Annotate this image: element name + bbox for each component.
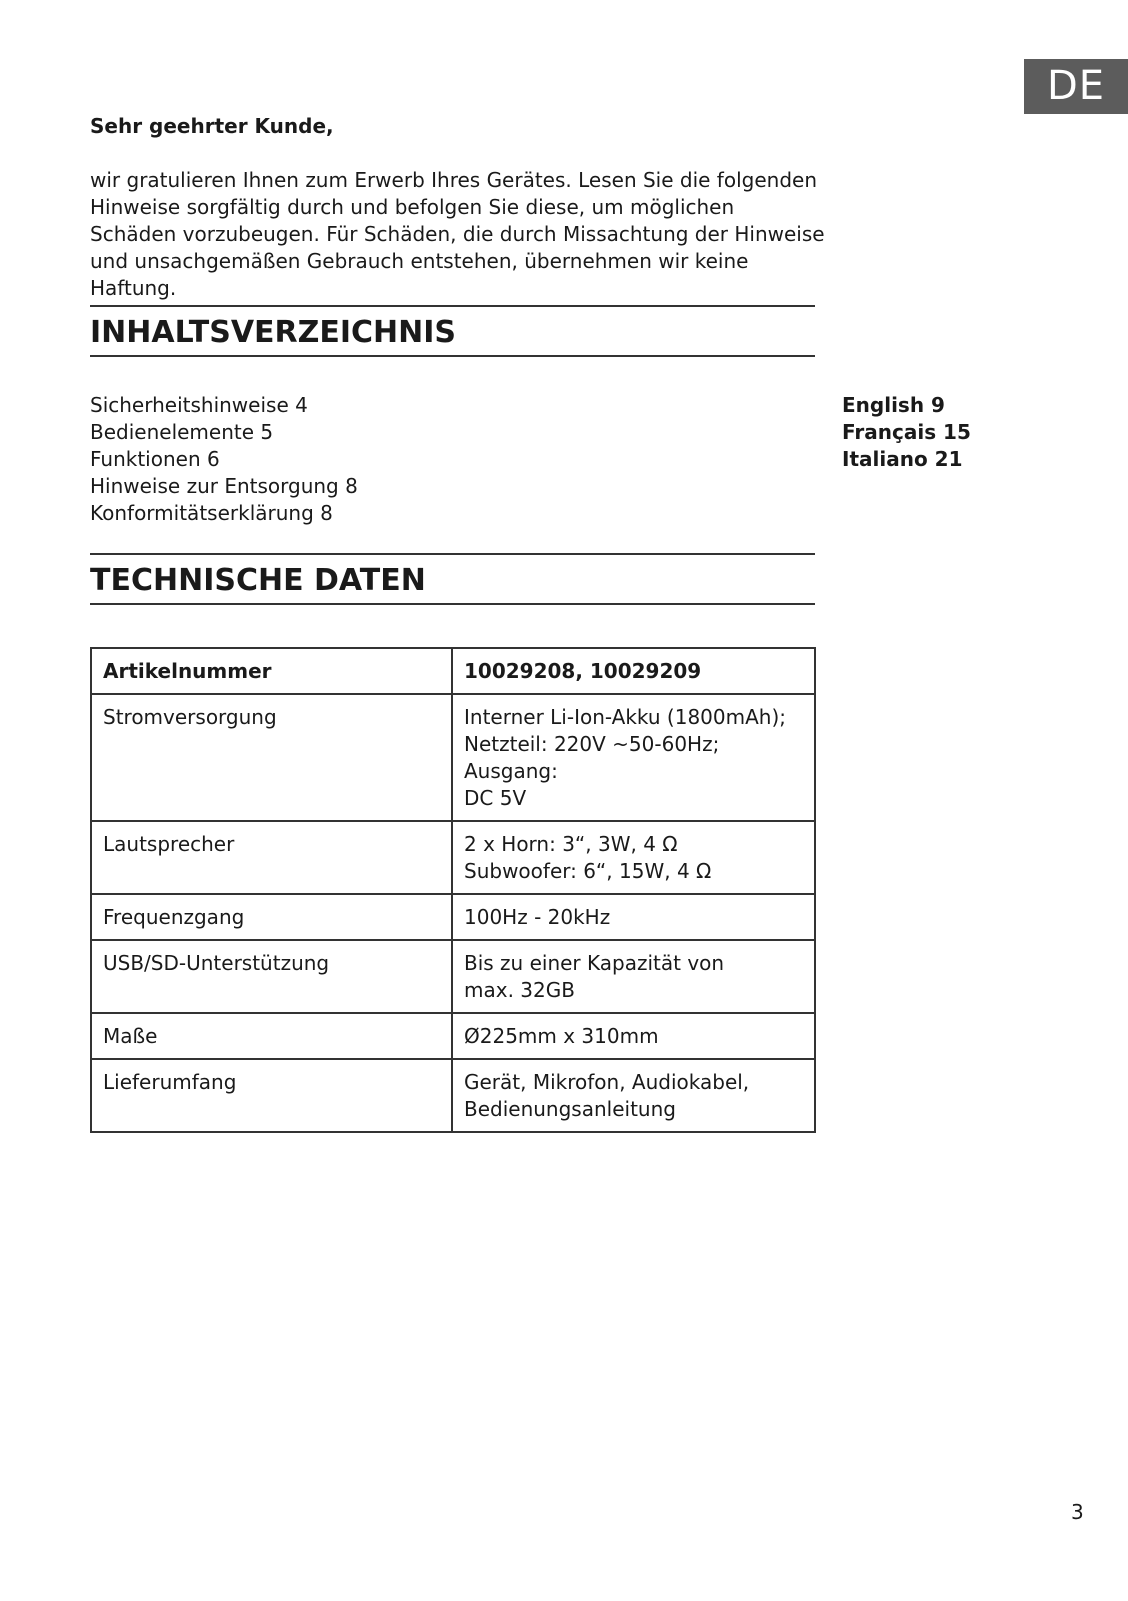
language-tab: DE [1024,59,1128,114]
specs-top-rule [90,553,815,555]
spec-value-line: DC 5V [464,786,527,810]
spec-value-line: 2 x Horn: 3“, 3W, 4 Ω [464,832,678,856]
spec-value-line: Interner Li-Ion-Akku (1800mAh); [464,705,787,729]
toc-top-rule [90,305,815,307]
spec-table [90,647,816,1133]
spec-value-line: Bis zu einer Kapazität von [464,951,725,975]
spec-value-line: 100Hz - 20kHz [464,905,611,929]
toc-item[interactable]: Hinweise zur Entsorgung 8 [90,474,358,498]
language-item-french[interactable]: Français 15 [842,420,971,444]
spec-value-line: Bedienungsanleitung [464,1097,676,1121]
table-row [91,821,815,894]
spec-value [452,694,815,821]
spec-header-key: Artikelnummer [91,648,452,694]
spec-key: Stromversorgung [91,694,452,821]
spec-value-line: Gerät, Mikrofon, Audiokabel, [464,1070,750,1094]
spec-value [452,821,815,894]
toc-title: INHALTSVERZEICHNIS [90,315,457,350]
spec-key: USB/SD-Unterstützung [91,940,452,1013]
table-row [91,1013,815,1059]
spec-value-line: Ø225mm x 310mm [464,1024,659,1048]
toc-item[interactable]: Funktionen 6 [90,447,220,471]
specs-bottom-rule [90,603,815,605]
toc-bottom-rule [90,355,815,357]
table-row [91,694,815,821]
table-row [91,1059,815,1132]
toc-list [90,392,358,527]
toc-item[interactable]: Bedienelemente 5 [90,420,274,444]
spec-value-line: max. 32GB [464,978,575,1002]
specs-title: TECHNISCHE DATEN [90,563,426,598]
spec-key: Lautsprecher [91,821,452,894]
table-row [91,894,815,940]
intro-paragraph: wir gratulieren Ihnen zum Erwerb Ihres Gerätes. Lesen Sie die folgenden Hinweise sorgfältig durch und befolgen Sie diese, um möglichen Schäden vorzubeugen. Für Schäden, die durch Missachtung der Hinweise und unsachgemäßen Gebrauch entstehen, übernehmen wir keine Haftung. [90,168,825,300]
greeting: Sehr geehrter Kunde, [90,114,334,138]
spec-value [452,1059,815,1132]
spec-value [452,1013,815,1059]
page-number: 3 [1071,1500,1084,1524]
toc-item[interactable]: Konformitätserklärung 8 [90,501,333,525]
spec-key: Frequenzgang [91,894,452,940]
table-row [91,940,815,1013]
language-item-italian[interactable]: Italiano 21 [842,447,963,471]
spec-value-line: Subwoofer: 6“, 15W, 4 Ω [464,859,712,883]
spec-value [452,940,815,1013]
spec-value [452,894,815,940]
spec-key: Maße [91,1013,452,1059]
language-index [842,392,971,473]
language-item-english[interactable]: English 9 [842,393,945,417]
spec-value-line: Netzteil: 220V ~50-60Hz; Ausgang: [464,732,720,783]
spec-header-value: 10029208, 10029209 [452,648,815,694]
spec-header-row [91,648,815,694]
toc-item[interactable]: Sicherheitshinweise 4 [90,393,308,417]
spec-key: Lieferumfang [91,1059,452,1132]
